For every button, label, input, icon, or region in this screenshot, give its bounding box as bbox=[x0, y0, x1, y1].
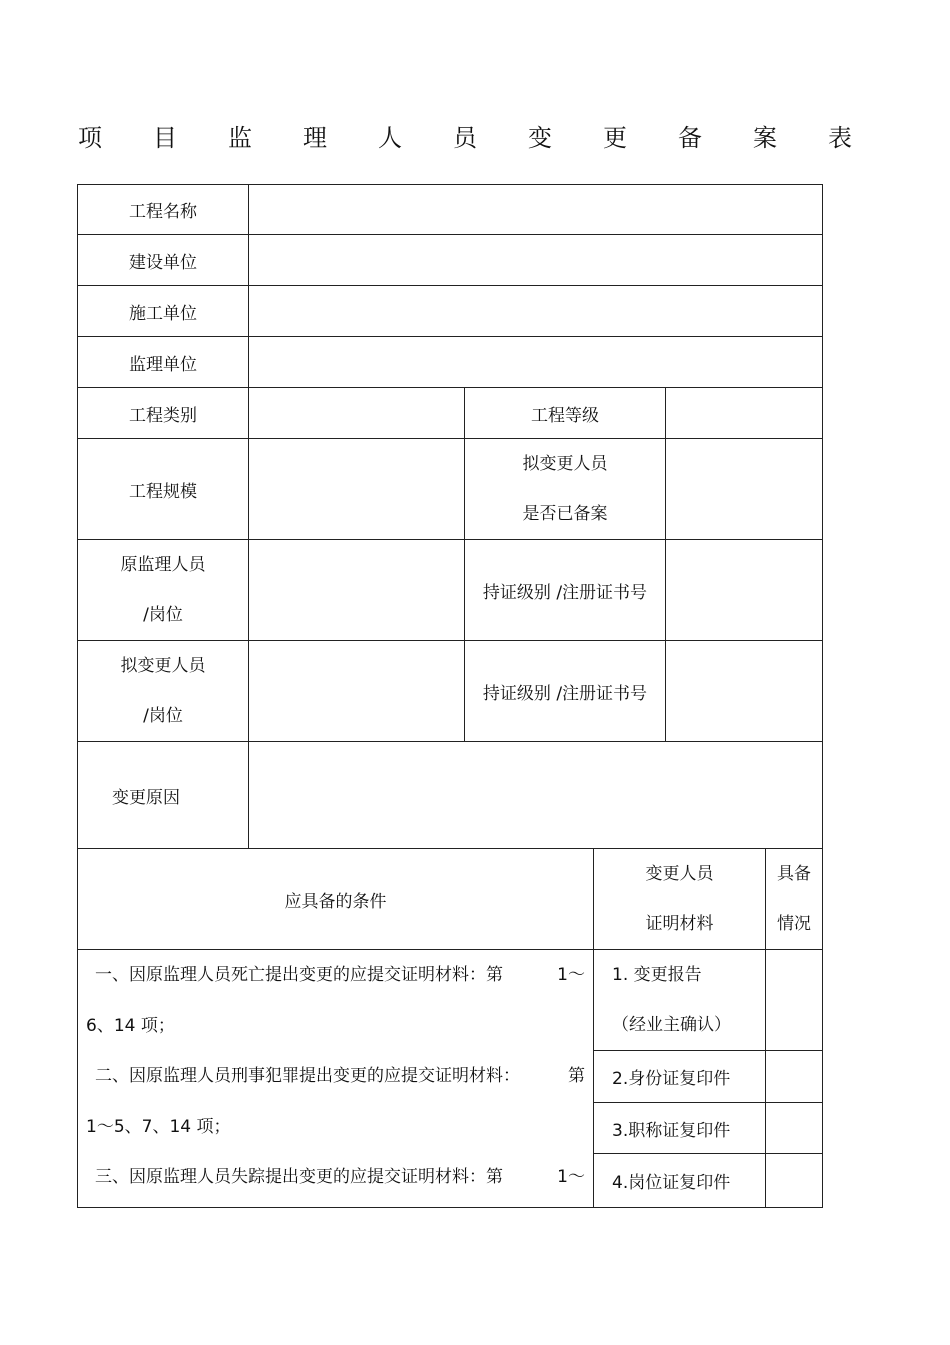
new-cert-label: 持证级别 /注册证书号 bbox=[465, 641, 666, 742]
title-char: 更 bbox=[603, 124, 627, 152]
material-status-field[interactable] bbox=[766, 1103, 823, 1154]
material-item bbox=[594, 950, 766, 1051]
project-type-field[interactable] bbox=[249, 388, 465, 439]
title-char: 备 bbox=[678, 124, 702, 152]
condition-line-text: 一、因原监理人员死亡提出变更的应提交证明材料：第 bbox=[95, 965, 503, 985]
title-char: 理 bbox=[303, 124, 327, 152]
title-char: 监 bbox=[228, 124, 252, 152]
title-char: 目 bbox=[153, 124, 177, 152]
condition-line bbox=[86, 1001, 585, 1052]
material-status-field[interactable] bbox=[766, 950, 823, 1051]
condition-line-text: 三、因原监理人员失踪提出变更的应提交证明材料：第 bbox=[95, 1167, 503, 1187]
title-char: 人 bbox=[378, 124, 402, 152]
conditions-header: 应具备的条件 bbox=[78, 849, 594, 950]
condition-line-tail: 1～ bbox=[557, 1167, 585, 1187]
condition-line bbox=[86, 1051, 585, 1102]
materials-header bbox=[594, 849, 766, 950]
supervisor-label: 监理单位 bbox=[78, 337, 249, 388]
filed-status-line2: 是否已备案 bbox=[522, 504, 608, 524]
title-char: 项 bbox=[78, 124, 102, 152]
supervisor-field[interactable] bbox=[249, 337, 823, 388]
builder-label: 建设单位 bbox=[78, 235, 249, 286]
change-reason-label: 变更原因 bbox=[78, 742, 249, 849]
constructor-label: 施工单位 bbox=[78, 286, 249, 337]
project-name-field[interactable] bbox=[249, 185, 823, 235]
material-item-line2: （经业主确认） bbox=[612, 1015, 731, 1035]
change-reason-field[interactable] bbox=[249, 742, 823, 849]
condition-line-text: 二、因原监理人员刑事犯罪提出变更的应提交证明材料： bbox=[95, 1066, 520, 1086]
materials-header-line2: 证明材料 bbox=[645, 914, 714, 934]
new-staff-line1: 拟变更人员 bbox=[120, 656, 206, 676]
project-grade-label: 工程等级 bbox=[465, 388, 666, 439]
title-char: 变 bbox=[528, 124, 552, 152]
condition-line bbox=[86, 1152, 585, 1203]
project-scale-label: 工程规模 bbox=[78, 439, 249, 540]
condition-line bbox=[86, 950, 585, 1001]
condition-line bbox=[86, 1102, 585, 1153]
title-char: 员 bbox=[453, 124, 477, 152]
new-staff-label bbox=[78, 641, 249, 742]
condition-line-text: 1～5、7、14 项； bbox=[86, 1116, 231, 1137]
new-staff-field[interactable] bbox=[249, 641, 465, 742]
builder-field[interactable] bbox=[249, 235, 823, 286]
original-staff-field[interactable] bbox=[249, 540, 465, 641]
new-staff-line2: /岗位 bbox=[143, 706, 183, 726]
conditions-text bbox=[78, 950, 594, 1208]
filed-status-line1: 拟变更人员 bbox=[522, 454, 608, 474]
condition-line-text: 6、14 项； bbox=[86, 1015, 175, 1036]
project-grade-field[interactable] bbox=[666, 388, 823, 439]
original-staff-line1: 原监理人员 bbox=[120, 555, 206, 575]
filing-form-table bbox=[77, 184, 823, 1208]
new-cert-field[interactable] bbox=[666, 641, 823, 742]
page-title bbox=[70, 118, 860, 158]
material-item: 3.职称证复印件 bbox=[594, 1103, 766, 1154]
materials-header-line1: 变更人员 bbox=[645, 864, 714, 884]
original-cert-field[interactable] bbox=[666, 540, 823, 641]
constructor-field[interactable] bbox=[249, 286, 823, 337]
status-header-line1: 具备 bbox=[777, 864, 812, 884]
original-cert-label: 持证级别 /注册证书号 bbox=[465, 540, 666, 641]
title-char: 表 bbox=[828, 124, 852, 152]
status-header-line2: 情况 bbox=[777, 914, 812, 934]
project-type-label: 工程类别 bbox=[78, 388, 249, 439]
material-item: 4.岗位证复印件 bbox=[594, 1154, 766, 1208]
original-staff-label bbox=[78, 540, 249, 641]
material-status-field[interactable] bbox=[766, 1154, 823, 1208]
original-staff-line2: /岗位 bbox=[143, 605, 183, 625]
filed-status-label bbox=[465, 439, 666, 540]
project-scale-field[interactable] bbox=[249, 439, 465, 540]
material-item-line1: 1. 变更报告 bbox=[612, 965, 702, 985]
condition-line-tail: 1～ bbox=[557, 965, 585, 985]
project-name-label: 工程名称 bbox=[78, 185, 249, 235]
condition-line-tail: 第 bbox=[568, 1066, 585, 1086]
material-item: 2.身份证复印件 bbox=[594, 1051, 766, 1103]
title-char: 案 bbox=[753, 124, 777, 152]
material-status-field[interactable] bbox=[766, 1051, 823, 1103]
status-header bbox=[766, 849, 823, 950]
filed-status-field[interactable] bbox=[666, 439, 823, 540]
